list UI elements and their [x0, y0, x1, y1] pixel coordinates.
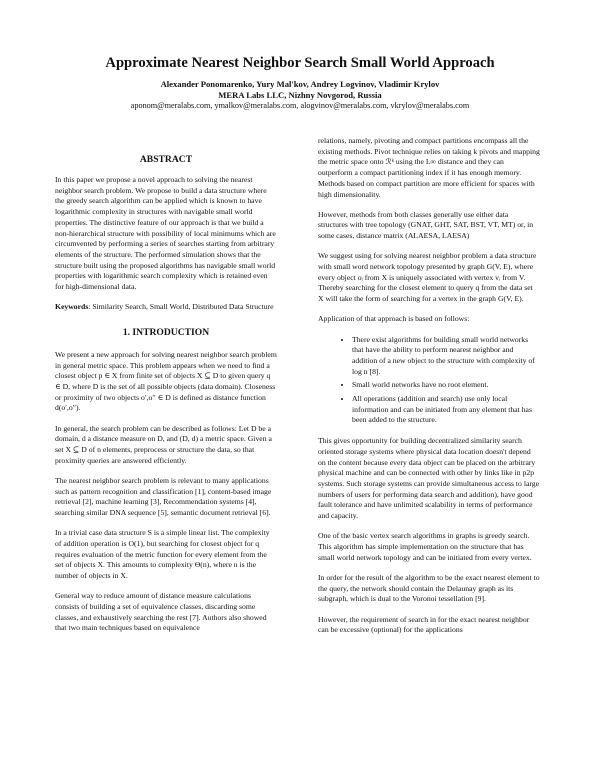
author-emails: aponom@meralabs.com, ymalkov@meralabs.com, alogvinov@meralabs.com, vkrylov@meralabs.com [130, 101, 470, 110]
introduction-heading: 1. INTRODUCTION [122, 326, 210, 338]
bullet-item: • All operations (addition and search) use only local information and can be initiated from any element that has been added to the structure. [352, 394, 540, 426]
keywords [55, 302, 277, 313]
intro-paragraph: We present a new approach for solving nearest neighbor search problem in general metric space. This problem appears when we need to find a closest object p ∈ X from finite set of objects X ⊆ D to given query q ∈ D, where D is the set of all possible objects (data domain). Closeness or proximity of two objects o′,o′′ ∈ D is defined as distance function d(o′,o′′). [55, 349, 277, 413]
body-paragraph: This gives opportunity for building decentralized similarity search oriented storage systems where physical data location doesn't depend on the content because every data object can be placed on the arbitrary physical machine and can be connected with other by links like in p2p systems. Such storage systems can provide simultaneous access to large numbers of users for performing data search and addition), have good fault tolerance and have unlimited scalability in terms of performance and capacity. [318, 436, 540, 521]
bullet-item: • There exist algorithms for building small world networks that have the ability to perform nearest neighbor and addition of a new object to the structure with complexity of log n [8]. [352, 335, 540, 378]
intro-paragraph: In a trivial case data structure S is a simple linear list. The complexity of addition operation is O(1), but searching for closest object for q requires evaluation of the metric function for every element from the set of objects X. This amounts to complexity Θ(n), where n is the number of objects in X. [55, 528, 270, 581]
left-column [55, 148, 277, 644]
bullet-item: • Small world networks have no root element. [352, 380, 540, 391]
body-paragraph: Application of that approach is based on follows: [318, 314, 470, 324]
bullet-list [318, 335, 540, 427]
affiliation: MERA Labs LLC, Nizhny Novgorod, Russia [218, 90, 382, 100]
keywords-label: Keywords [55, 302, 89, 312]
body-paragraph: However, methods from both classes generally use either data structures with tree topology (GNAT, GHT, SAT, BST, VT, MT) or, in some cases, distance matrix (ALAESA, LAESA) [318, 209, 534, 241]
paper-title: Approximate Nearest Neighbor Search Small World Approach [105, 55, 495, 71]
intro-paragraph: General way to reduce amount of distance measure calculations consists of building a set of equivalence classes, discarding some classes, and exhaustively searching the rest [7]. Authors also showed that two main techniques based on equivalence [55, 591, 267, 633]
intro-paragraph: In general, the search problem can be described as follows: Let D be a domain, d a distance measure on D, and (D, d) a metric space. Given a set X ⊆ D of n elements, preprocess or structure the data, so that proximity queries are answered efficiently. [55, 423, 272, 465]
body-paragraph: In order for the result of the algorithm to be the exact nearest element to the query, the network should contain the Delaunay graph as its subgraph, which is dual to the Voronoi tessellation [9]. [318, 572, 540, 604]
body-paragraph: We suggest using for solving nearest neighbor problem a data structure with small word network topology presented by graph G(V, E), where every object oᵢ from X is uniquely associated with vertex vᵢ from V. Thereby searching for the closest element to query q from the data set X will take the form of searching for a vertex in the graph G(V, E). [318, 251, 537, 304]
intro-paragraph: The nearest neighbor search problem is relevant to many applications such as pattern recognition and classification [1], content-based image retrieval [2], machine learning [3], Recommendation systems [4], searching similar DNA sequence [5], semantic document retrieval [6]. [55, 475, 272, 518]
author-block [0, 79, 600, 101]
body-paragraph: relations, namely, pivoting and compact partitions encompass all the existing methods. Pivot technique relies on taking k pivots and mapping the metric space onto ℛᵏ using the L∞ distance and they can outperform a compact partitioning index if it has enough memory. Methods based on compact partition are more efficient for spaces with high dimensionality. [318, 136, 540, 199]
body-paragraph: One of the basic vertex search algorithms in graphs is greedy search. This algorithm has simple implementation on the structure that has small world network topology and can be initiated from every vertex. [318, 531, 532, 562]
abstract-heading: ABSTRACT [139, 154, 193, 165]
right-column [318, 136, 540, 645]
keywords-text: : Similarity Search, Small World, Distributed Data Structure [88, 302, 274, 312]
body-paragraph: However, the requirement of search in for the exact nearest neighbor can be excessive (optional) for the applications [318, 614, 530, 635]
abstract-text: In this paper we propose a novel approach to solving the nearest neighbor search problem. We propose to build a data structure where the greedy search algorithm can be applied which is known to have logarithmic complexity in structures with navigable small world properties. The distinctive feature of our approach is that we build a non-hierarchical structure with possibility of local minimums which are circumvented by performing a series of searches starting from arbitrary elements of the structure. The performed simulation shows that the structure built using the proposed algorithms has navigable small world properties with logarithmic search complexity which is retained even for high-dimensional data. [55, 175, 276, 292]
author-names: Alexander Ponomarenko, Yury Mal'kov, Andrey Logvinov, Vladimir Krylov [160, 79, 440, 89]
